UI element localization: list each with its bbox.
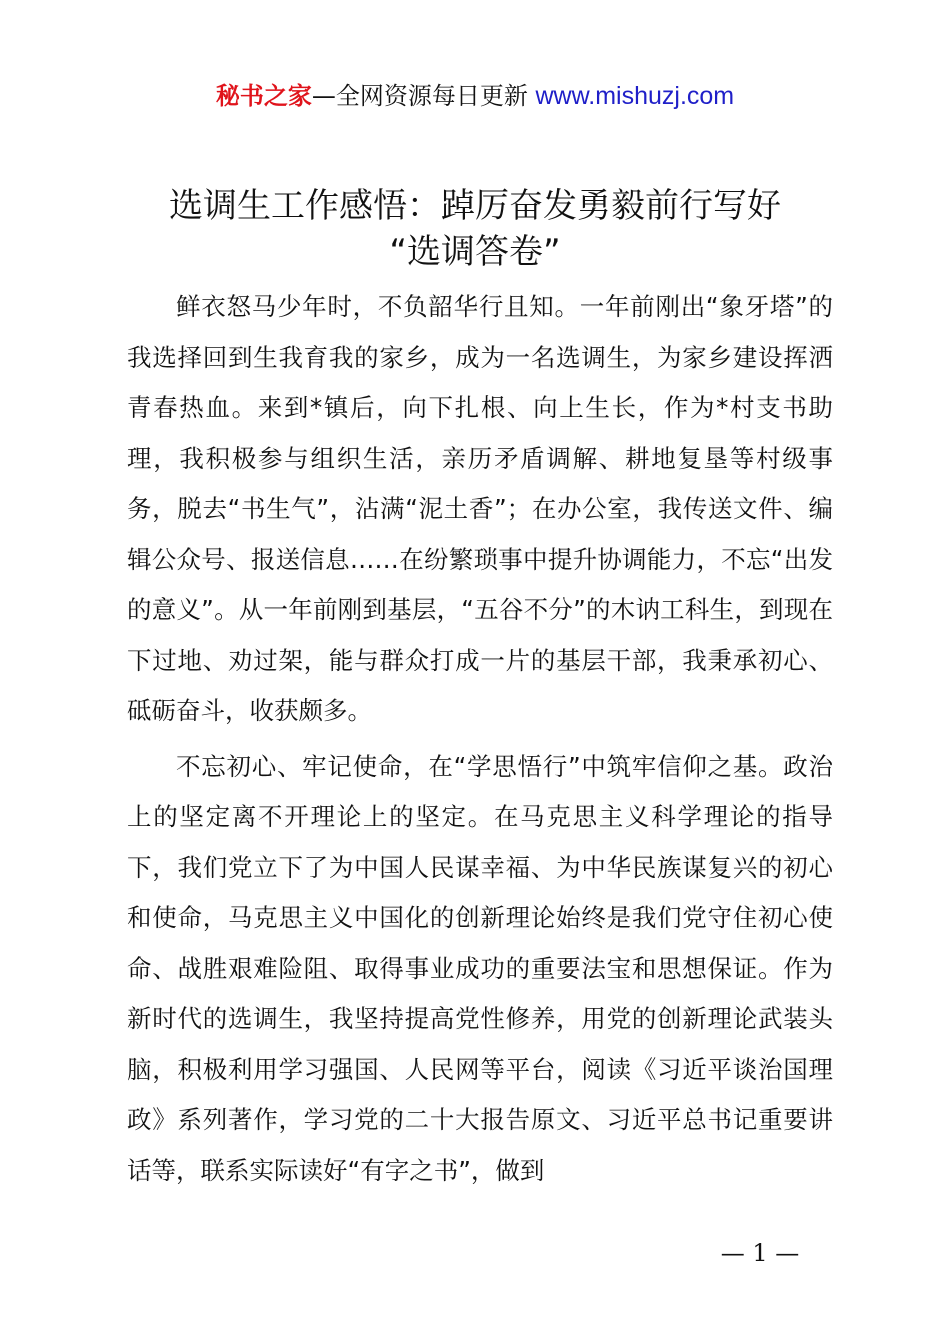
document-title-line-1: 选调生工作感悟：踔厉奋发勇毅前行写好	[169, 186, 781, 226]
site-tagline: —全网资源每日更新	[311, 82, 536, 110]
body-paragraph-1: 鲜衣怒马少年时，不负韶华行且知。一年前刚出“象牙塔”的我选择回到生我育我的家乡，成为一名选调生，为家乡建设挥洒青春热血。来到*镇后，向下扎根、向上生长，作为*村支书助理，我积极参与组织生活，亲历矛盾调解、耕地复垦等村级事务，脱去“书生气”，沾满“泥土香”；在办公室，我传送文件、编辑公众号、报送信息……在纷繁琐事中提升协调能力，不忘“出发的意义”。从一年前刚到基层，“五谷不分”的木讷工科生，到现在下过地、劝过架，能与群众打成一片的基层干部，我秉承初心、砥砺奋斗，收获颇多。	[127, 292, 833, 725]
site-url-link[interactable]: www.mishuzj.com	[535, 82, 735, 110]
body-paragraph-2: 不忘初心、牢记使命，在“学思悟行”中筑牢信仰之基。政治上的坚定离不开理论上的坚定。在马克思主义科学理论的指导下，我们党立下了为中国人民谋幸福、为中华民族谋复兴的初心和使命，马克思主义中国化的创新理论始终是我们党守住初心使命、战胜艰难险阻、取得事业成功的重要法宝和思想保证。作为新时代的选调生，我坚持提高党性修养，用党的创新理论武装头脑，积极利用学习强国、人民网等平台，阅读《习近平谈治国理政》系列著作，学习党的二十大报告原文、习近平总书记重要讲话等，联系实际读好“有字之书”，做到	[127, 751, 833, 1185]
page-number: — 1 —	[720, 1239, 800, 1267]
document-title-line-2: “选调答卷”	[389, 232, 561, 272]
site-brand: 秘书之家	[215, 82, 312, 110]
document-body	[127, 282, 833, 1196]
document-title	[60, 183, 890, 275]
site-header	[0, 80, 950, 112]
